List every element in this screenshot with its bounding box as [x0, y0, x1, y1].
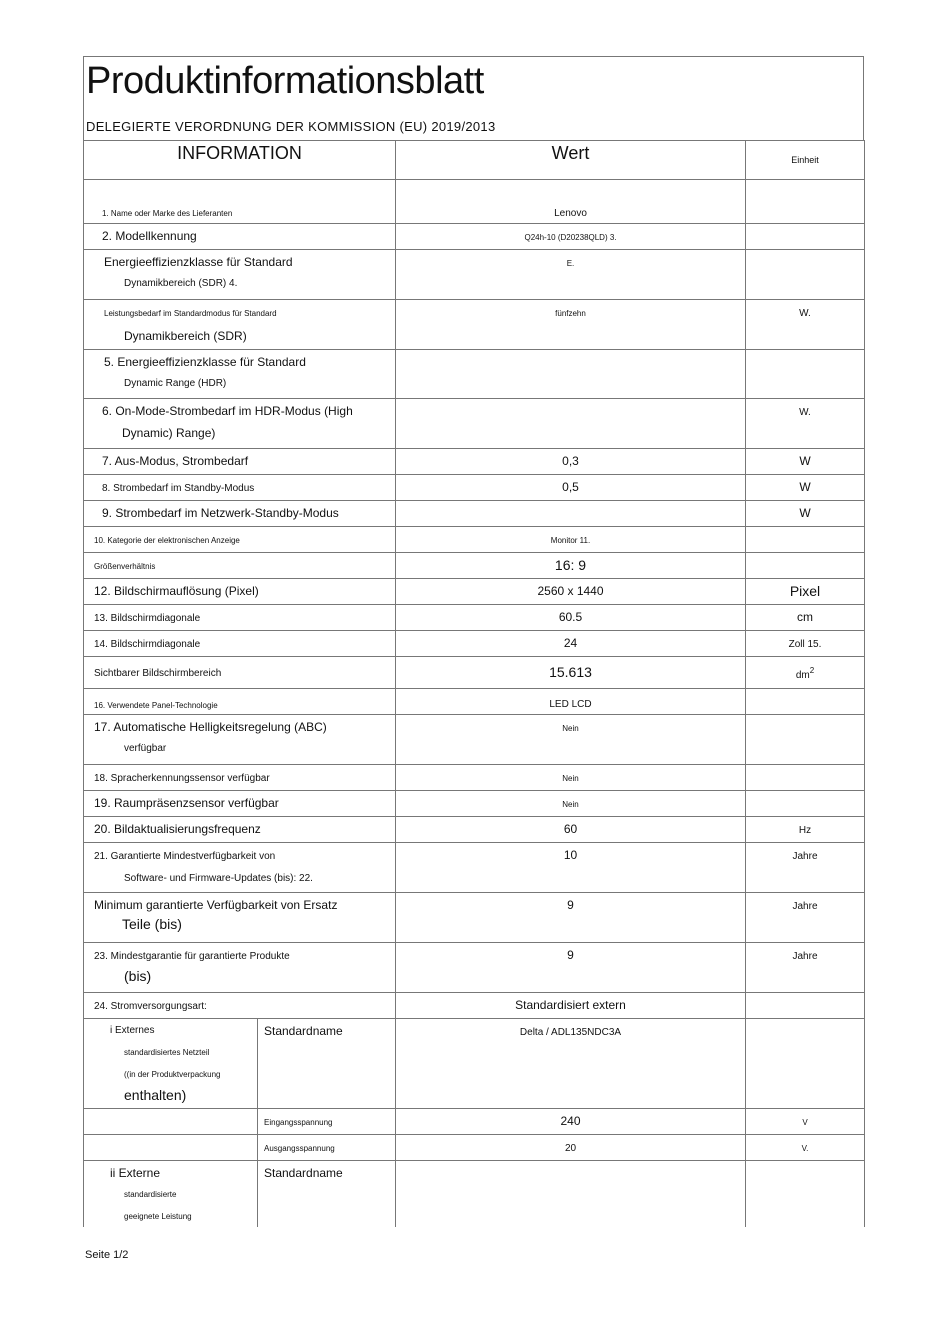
- table-row: [84, 631, 865, 657]
- row-label: Leistungsbedarf im Standardmodus für Standard: [104, 309, 277, 318]
- row-label: 9. Strombedarf im Netzwerk-Standby-Modus: [102, 506, 339, 520]
- table-row: [84, 527, 865, 553]
- row-value: fünfzehn: [555, 309, 586, 318]
- table-row: [84, 791, 865, 817]
- row-label: 21. Garantierte Mindestverfügbarkeit von: [94, 851, 276, 862]
- row-unit: W: [799, 454, 811, 468]
- row-label: 6. On-Mode-Strombedarf im HDR-Modus (High: [102, 404, 353, 418]
- table-row: [84, 843, 865, 893]
- header-wert: Wert: [396, 141, 746, 180]
- row-value: 60.5: [558, 610, 583, 624]
- header-einheit: Einheit: [746, 141, 865, 180]
- row-label-cont: (bis): [124, 968, 152, 984]
- psu2-label-2: standardisierte: [124, 1190, 177, 1199]
- row-label: 23. Mindestgarantie für garantierte Produkte: [94, 951, 290, 962]
- psu1-name-value: Delta / ADL135NDC3A: [519, 1027, 622, 1038]
- table-row: [84, 605, 865, 631]
- row-label: 19. Raumpräsenzsensor verfügbar: [94, 796, 279, 810]
- psu2-label: ii Externe: [110, 1166, 161, 1180]
- row-unit: Zoll 15.: [788, 639, 822, 650]
- row-unit: dm: [795, 670, 810, 681]
- row-label: 18. Spracherkennungssensor verfügbar: [94, 773, 270, 784]
- row-value: 9: [567, 898, 574, 912]
- row-label: Energieeffizienzklasse für Standard: [104, 255, 293, 269]
- row-value: Nein: [562, 724, 579, 733]
- page-title: Produktinformationsblatt: [86, 60, 484, 102]
- row-unit: W: [799, 506, 811, 520]
- table-row: [84, 715, 865, 765]
- row-value: 0,3: [562, 454, 579, 468]
- row-label-cont: Dynamikbereich (SDR): [124, 329, 247, 343]
- row-label: 1. Name oder Marke des Lieferanten: [102, 209, 233, 218]
- row-label-cont: verfügbar: [124, 743, 167, 754]
- row-label: 2. Modellkennung: [102, 229, 197, 243]
- psu1-input-value: 240: [560, 1114, 581, 1128]
- row-label: 7. Aus-Modus, Strombedarf: [102, 454, 249, 468]
- information-table: [83, 140, 865, 1227]
- psu2-name-label: Standardname: [264, 1166, 343, 1180]
- table-row: [84, 350, 865, 399]
- table-row: [84, 250, 865, 300]
- row-label: 5. Energieeffizienzklasse für Standard: [104, 355, 306, 369]
- psu1-output-unit: V.: [801, 1144, 809, 1153]
- row-unit: Jahre: [792, 951, 818, 962]
- table-row: [84, 993, 865, 1019]
- row-value: 15.613: [549, 664, 592, 680]
- row-label: 13. Bildschirmdiagonale: [94, 613, 201, 624]
- row-value: Standardisiert extern: [515, 998, 626, 1012]
- row-label-cont: Dynamikbereich (SDR) 4.: [124, 278, 238, 289]
- psu1-label-4: enthalten): [124, 1087, 187, 1103]
- row-label: 24. Stromversorgungsart:: [94, 1001, 207, 1012]
- row-unit: Jahre: [792, 851, 818, 862]
- row-value: Q24h-10 (D20238QLD) 3.: [524, 233, 617, 242]
- row-label: 16. Verwendete Panel-Technologie: [94, 701, 218, 710]
- psu1-name-label: Standardname: [264, 1024, 343, 1038]
- row-value: 16: 9: [554, 557, 587, 573]
- row-label: Minimum garantierte Verfügbarkeit von Ersatz: [94, 898, 338, 912]
- row-label: Größenverhältnis: [94, 562, 156, 571]
- row-unit: Jahre: [792, 901, 818, 912]
- row-label: 8. Strombedarf im Standby-Modus: [102, 483, 255, 494]
- psu1-output-value: 20: [564, 1143, 577, 1154]
- table-row: [84, 943, 865, 993]
- row-unit: cm: [797, 610, 813, 624]
- psu1-row: [84, 1019, 865, 1109]
- page-footer: Seite 1/2: [85, 1249, 129, 1261]
- row-value: Monitor 11.: [550, 536, 591, 545]
- row-unit: W: [799, 480, 811, 494]
- table-row: [84, 689, 865, 715]
- table-row: [84, 180, 865, 224]
- row-value: LED LCD: [549, 699, 592, 710]
- row-label-cont: Dynamic) Range): [122, 426, 216, 440]
- row-label-cont: Dynamic Range (HDR): [124, 378, 227, 389]
- row-value: Nein: [562, 800, 579, 809]
- table-row: [84, 893, 865, 943]
- table-row: [84, 449, 865, 475]
- row-label: 12. Bildschirmauflösung (Pixel): [94, 584, 259, 598]
- row-unit-sup: 2: [809, 666, 815, 675]
- row-unit: W.: [799, 407, 811, 418]
- psu1-input-label: Eingangsspannung: [264, 1118, 333, 1127]
- row-value: E.: [566, 259, 575, 268]
- row-unit: Pixel: [789, 583, 821, 599]
- row-label: 17. Automatische Helligkeitsregelung (ABC): [94, 720, 327, 734]
- row-unit: W.: [799, 308, 811, 319]
- table-row: [84, 553, 865, 579]
- psu1-label-3: ((in der Produktverpackung: [124, 1070, 221, 1079]
- row-unit: Hz: [798, 825, 812, 836]
- table-row: [84, 657, 865, 689]
- row-value: 24: [563, 636, 578, 650]
- table-row: [84, 300, 865, 350]
- psu1-label-2: standardisiertes Netzteil: [124, 1048, 210, 1057]
- psu1-input-unit: V: [802, 1118, 808, 1127]
- psu1-output-row: [84, 1135, 865, 1161]
- psu2-label-3: geeignete Leistung: [124, 1212, 192, 1221]
- psu1-label: i Externes: [110, 1025, 155, 1036]
- header-information: INFORMATION: [84, 141, 396, 180]
- document-header: [83, 56, 864, 140]
- table-header: [84, 141, 865, 180]
- row-value: 9: [567, 948, 574, 962]
- row-value: 2560 x 1440: [537, 584, 604, 598]
- row-label-cont: Software- und Firmware-Updates (bis): 22.: [124, 873, 313, 884]
- row-label: 10. Kategorie der elektronischen Anzeige: [94, 536, 240, 545]
- row-label: 20. Bildaktualisierungsfrequenz: [94, 822, 261, 836]
- row-value: 10: [563, 848, 578, 862]
- table-row: [84, 501, 865, 527]
- table-row: [84, 579, 865, 605]
- table-row: [84, 475, 865, 501]
- psu1-input-row: [84, 1109, 865, 1135]
- table-row: [84, 765, 865, 791]
- row-value: Nein: [562, 774, 579, 783]
- row-value: 60: [563, 822, 578, 836]
- row-label: Sichtbarer Bildschirmbereich: [94, 668, 222, 679]
- psu1-output-label: Ausgangsspannung: [264, 1144, 335, 1153]
- row-label-cont: Teile (bis): [122, 916, 182, 932]
- regulation-subtitle: DELEGIERTE VERORDNUNG DER KOMMISSION (EU) 2019/2013: [86, 119, 496, 134]
- product-information-sheet: [83, 56, 864, 1227]
- table-row: [84, 817, 865, 843]
- row-value: Lenovo: [554, 208, 587, 219]
- psu2-row: [84, 1161, 865, 1227]
- row-value: 0,5: [562, 480, 579, 494]
- table-row: [84, 399, 865, 449]
- row-label: 14. Bildschirmdiagonale: [94, 639, 201, 650]
- table-row: [84, 224, 865, 250]
